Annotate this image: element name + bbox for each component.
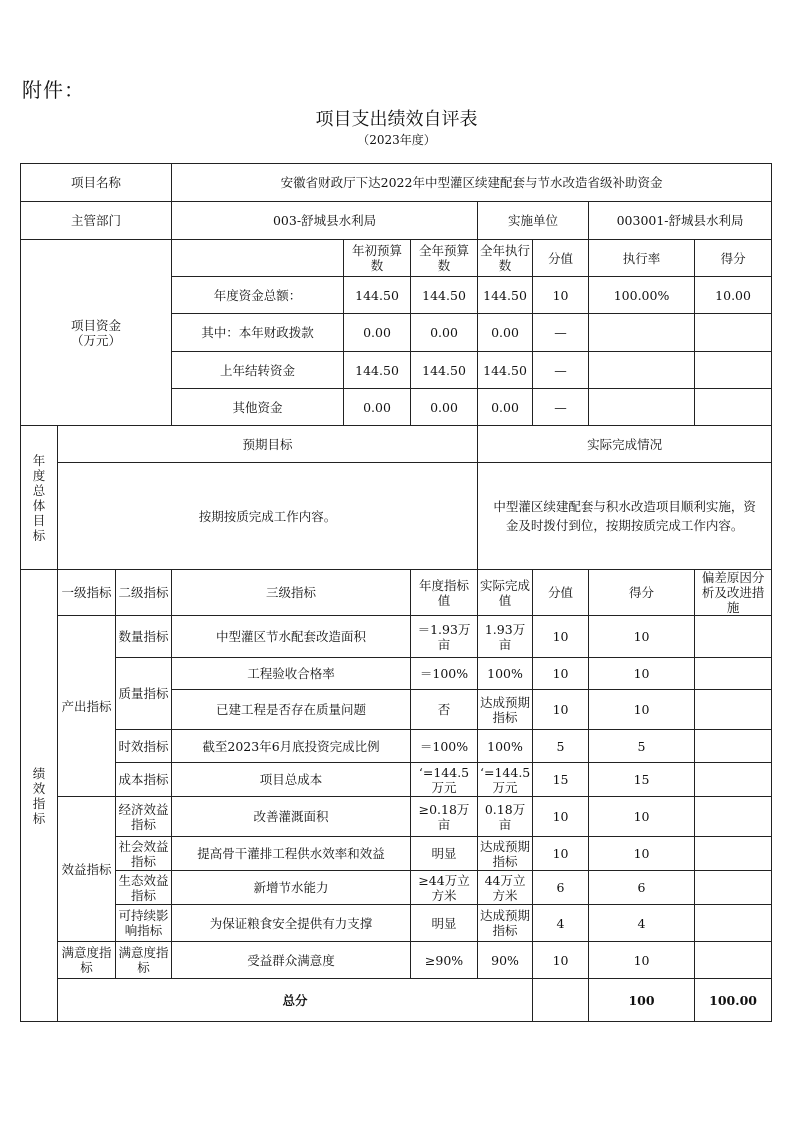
indicator-score-value: 15 — [533, 763, 589, 797]
dept-value: 003-舒城县水利局 — [172, 202, 478, 240]
sub-quality: 质量指标 — [116, 658, 172, 730]
funds-row-score-value: 10 — [533, 277, 589, 314]
indicator-score-value: 10 — [533, 942, 589, 979]
sub-quantity: 数量指标 — [116, 616, 172, 658]
indicator-score-value: 10 — [533, 837, 589, 871]
indicator-score: 15 — [589, 763, 695, 797]
funds-header-executed: 全年执行数 — [478, 240, 533, 277]
indicator-score: 10 — [589, 837, 695, 871]
expected-goal-text: 按期按质完成工作内容。 — [58, 463, 478, 570]
indicator-target: 明显 — [411, 837, 478, 871]
goals-label-char: 目 — [32, 512, 46, 528]
indicator-deviation — [695, 942, 772, 979]
indicator-name: 中型灌区节水配套改造面积 — [172, 616, 411, 658]
goals-header-row — [21, 426, 772, 463]
indicator-deviation — [695, 730, 772, 763]
goals-label-char: 标 — [32, 527, 46, 543]
indicator-actual: 100% — [478, 730, 533, 763]
indicator-actual: 达成预期指标 — [478, 905, 533, 942]
indicators-label-char: 指 — [32, 795, 46, 811]
funds-label — [21, 240, 172, 426]
indicator-name: 截至2023年6月底投资完成比例 — [172, 730, 411, 763]
indicator-actual: 0.18万亩 — [478, 797, 533, 837]
indicators-header-row — [21, 570, 772, 616]
funds-row-score-value: — — [533, 389, 589, 426]
indicator-deviation — [695, 616, 772, 658]
header-target: 年度指标值 — [411, 570, 478, 616]
goals-label-char: 年 — [32, 452, 46, 468]
indicator-deviation — [695, 871, 772, 905]
indicator-actual: 1.93万亩 — [478, 616, 533, 658]
sub-timeliness: 时效指标 — [116, 730, 172, 763]
expected-goal-header: 预期目标 — [58, 426, 478, 463]
indicator-target: ＝100% — [411, 730, 478, 763]
indicator-deviation — [695, 690, 772, 730]
funds-row-initial: 144.50 — [344, 277, 411, 314]
indicator-score-value: 10 — [533, 658, 589, 690]
funds-row-executed: 144.50 — [478, 352, 533, 389]
indicator-name: 项目总成本 — [172, 763, 411, 797]
indicator-row — [21, 942, 772, 979]
goals-content-row — [21, 463, 772, 570]
funds-row-executed: 0.00 — [478, 389, 533, 426]
funds-row-score: 10.00 — [695, 277, 772, 314]
funds-header-row — [21, 240, 772, 277]
indicator-score: 4 — [589, 905, 695, 942]
funds-header-blank — [172, 240, 344, 277]
funds-row-executed: 0.00 — [478, 314, 533, 352]
dept-label: 主管部门 — [21, 202, 172, 240]
project-name-label: 项目名称 — [21, 164, 172, 202]
indicator-deviation — [695, 797, 772, 837]
funds-row-rate — [589, 314, 695, 352]
sub-cost: 成本指标 — [116, 763, 172, 797]
indicator-deviation — [695, 658, 772, 690]
funds-label-line2: （万元） — [71, 332, 122, 348]
header-level3: 三级指标 — [172, 570, 411, 616]
department-row — [21, 202, 772, 240]
funds-row-name: 年度资金总额： — [172, 277, 344, 314]
indicator-score-value: 4 — [533, 905, 589, 942]
project-name-row — [21, 164, 772, 202]
indicator-actual: 达成预期指标 — [478, 837, 533, 871]
indicator-score-value: 6 — [533, 871, 589, 905]
indicator-row — [21, 730, 772, 763]
indicator-score-value: 10 — [533, 797, 589, 837]
indicator-deviation — [695, 763, 772, 797]
indicator-actual: 90% — [478, 942, 533, 979]
indicator-target: ‘=144.5万元 — [411, 763, 478, 797]
funds-header-rate: 执行率 — [589, 240, 695, 277]
funds-row-name: 其他资金 — [172, 389, 344, 426]
header-actual: 实际完成值 — [478, 570, 533, 616]
indicator-deviation — [695, 905, 772, 942]
indicator-row — [21, 797, 772, 837]
indicator-row — [21, 763, 772, 797]
sub-ecological: 生态效益指标 — [116, 871, 172, 905]
evaluation-table — [20, 163, 772, 1022]
sub-satisfaction: 满意度指标 — [116, 942, 172, 979]
funds-header-score: 得分 — [695, 240, 772, 277]
funds-row-rate: 100.00% — [589, 277, 695, 314]
indicator-name: 工程验收合格率 — [172, 658, 411, 690]
funds-label-line1: 项目资金 — [71, 317, 122, 333]
funds-row-name: 上年结转资金 — [172, 352, 344, 389]
header-level2: 二级指标 — [116, 570, 172, 616]
indicator-target: ≥0.18万亩 — [411, 797, 478, 837]
indicator-score-value: 10 — [533, 690, 589, 730]
funds-row-name: 其中：本年财政拨款 — [172, 314, 344, 352]
indicator-name: 改善灌溉面积 — [172, 797, 411, 837]
group-benefit: 效益指标 — [58, 797, 116, 942]
goals-label — [21, 426, 58, 570]
total-score: 100.00 — [695, 979, 772, 1022]
page-subtitle: （2023年度） — [357, 133, 436, 147]
indicator-score: 10 — [589, 797, 695, 837]
indicators-label-char: 标 — [32, 810, 46, 826]
indicator-score: 10 — [589, 616, 695, 658]
impl-unit-label: 实施单位 — [478, 202, 589, 240]
indicator-score-value: 5 — [533, 730, 589, 763]
impl-unit-value: 003001-舒城县水利局 — [589, 202, 772, 240]
group-output: 产出指标 — [58, 616, 116, 797]
total-label: 总分 — [58, 979, 533, 1022]
funds-row-score — [695, 389, 772, 426]
header-score-value: 分值 — [533, 570, 589, 616]
header-deviation: 偏差原因分析及改进措施 — [695, 570, 772, 616]
indicators-label-char: 效 — [32, 780, 46, 796]
total-row — [21, 979, 772, 1022]
indicator-row — [21, 871, 772, 905]
indicator-target: 否 — [411, 690, 478, 730]
indicator-row — [21, 905, 772, 942]
page-title: 项目支出绩效自评表 — [315, 109, 478, 130]
indicator-target: ≥44万立方米 — [411, 871, 478, 905]
header-level1: 一级指标 — [58, 570, 116, 616]
funds-header-score-value: 分值 — [533, 240, 589, 277]
indicator-score: 10 — [589, 658, 695, 690]
actual-goal-text: 中型灌区续建配套与积水改造项目顺利实施，资金及时拨付到位，按期按质完成工作内容。 — [478, 463, 772, 570]
funds-row-initial: 0.00 — [344, 389, 411, 426]
indicator-score: 6 — [589, 871, 695, 905]
indicators-label-char: 绩 — [32, 765, 46, 781]
funds-row-initial: 0.00 — [344, 314, 411, 352]
indicator-score: 10 — [589, 942, 695, 979]
goals-label-char: 总 — [32, 482, 46, 498]
indicator-row — [21, 837, 772, 871]
indicator-actual: 44万立方米 — [478, 871, 533, 905]
indicator-name: 受益群众满意度 — [172, 942, 411, 979]
funds-row-score — [695, 314, 772, 352]
indicator-actual: 达成预期指标 — [478, 690, 533, 730]
indicator-deviation — [695, 837, 772, 871]
actual-goal-header: 实际完成情况 — [478, 426, 772, 463]
indicator-name: 已建工程是否存在质量问题 — [172, 690, 411, 730]
funds-row-annual: 144.50 — [411, 352, 478, 389]
funds-row-score-value: — — [533, 352, 589, 389]
sub-economic: 经济效益指标 — [116, 797, 172, 837]
sub-social: 社会效益指标 — [116, 837, 172, 871]
funds-row-score — [695, 352, 772, 389]
header-score: 得分 — [589, 570, 695, 616]
funds-header-annual: 全年预算数 — [411, 240, 478, 277]
funds-row-annual: 144.50 — [411, 277, 478, 314]
indicator-score-value: 10 — [533, 616, 589, 658]
indicator-actual: ‘=144.5万元 — [478, 763, 533, 797]
group-satisfaction: 满意度指标 — [58, 942, 116, 979]
total-score-value: 100 — [589, 979, 695, 1022]
indicators-label — [21, 570, 58, 1022]
funds-row-executed: 144.50 — [478, 277, 533, 314]
funds-row-score-value: — — [533, 314, 589, 352]
indicator-target: 明显 — [411, 905, 478, 942]
funds-row-rate — [589, 389, 695, 426]
indicator-target: ≥90% — [411, 942, 478, 979]
goals-label-char: 体 — [32, 497, 46, 513]
funds-row-initial: 144.50 — [344, 352, 411, 389]
funds-row-annual: 0.00 — [411, 389, 478, 426]
funds-row-rate — [589, 352, 695, 389]
indicator-name: 为保证粮食安全提供有力支撑 — [172, 905, 411, 942]
indicator-name: 新增节水能力 — [172, 871, 411, 905]
indicator-target: ＝1.93万亩 — [411, 616, 478, 658]
indicator-actual: 100% — [478, 658, 533, 690]
indicator-row — [21, 616, 772, 658]
sub-sustainable: 可持续影响指标 — [116, 905, 172, 942]
funds-row-annual: 0.00 — [411, 314, 478, 352]
indicator-row — [21, 658, 772, 690]
total-blank — [533, 979, 589, 1022]
indicator-target: ＝100% — [411, 658, 478, 690]
attachment-label: 附件： — [22, 78, 85, 102]
project-name-value: 安徽省财政厅下达2022年中型灌区续建配套与节水改造省级补助资金 — [172, 164, 772, 202]
indicator-score: 10 — [589, 690, 695, 730]
funds-header-initial: 年初预算数 — [344, 240, 411, 277]
indicator-name: 提高骨干灌排工程供水效率和效益 — [172, 837, 411, 871]
indicator-score: 5 — [589, 730, 695, 763]
goals-label-char: 度 — [32, 467, 46, 483]
